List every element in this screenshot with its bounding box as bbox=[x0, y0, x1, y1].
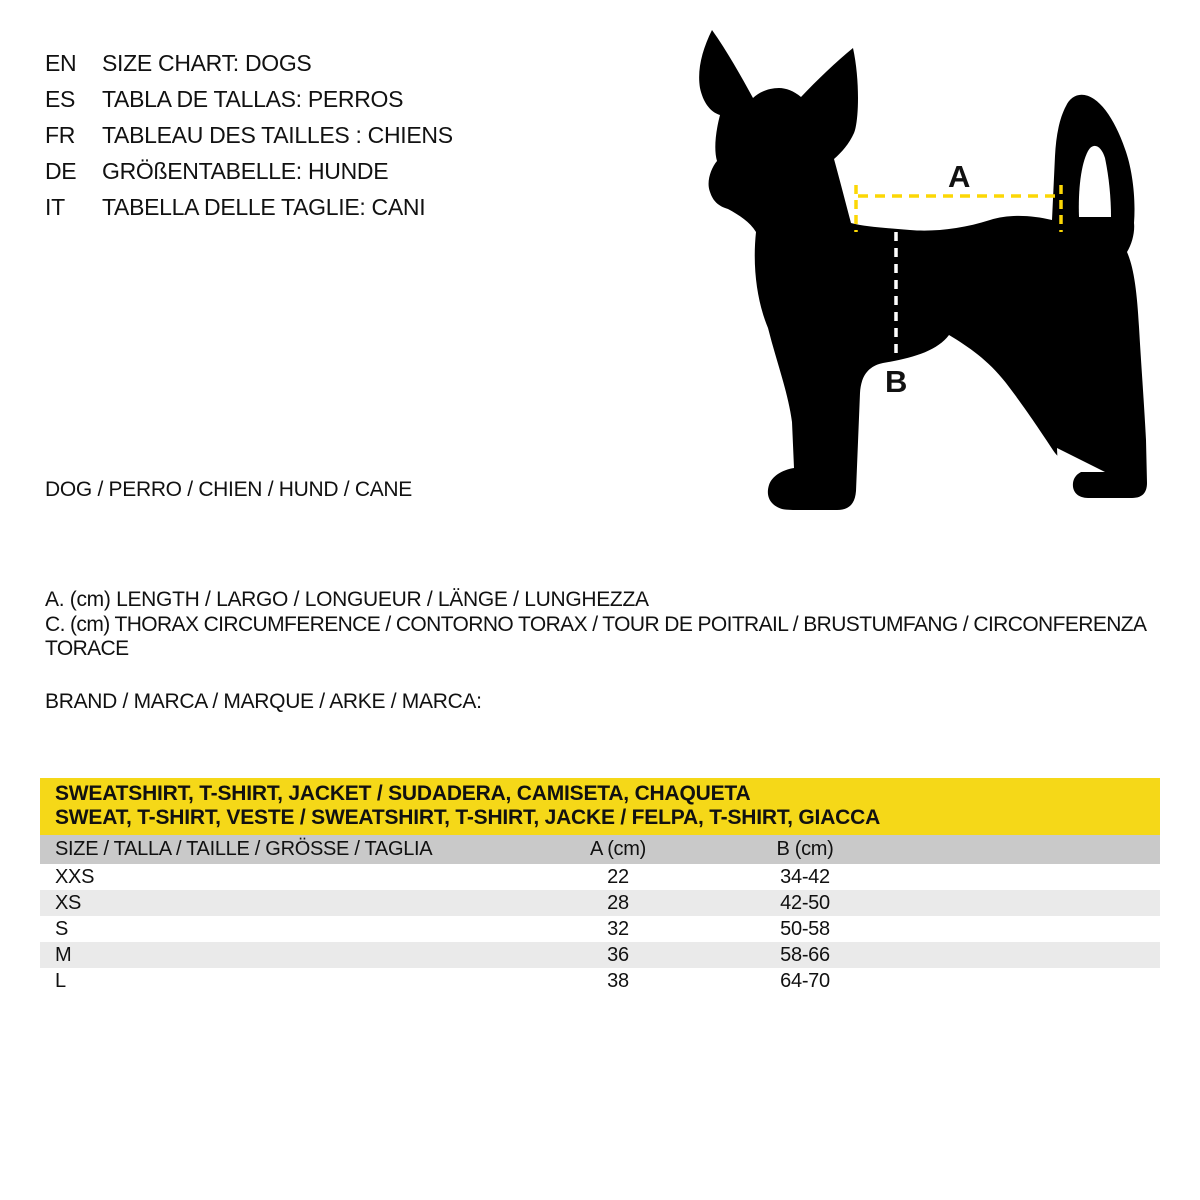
lang-code: EN bbox=[45, 49, 77, 76]
lang-row-it bbox=[45, 189, 453, 225]
column-header-a: A (cm) bbox=[590, 838, 646, 860]
table-row bbox=[40, 890, 1160, 916]
b-cell: 50-58 bbox=[780, 918, 830, 940]
b-cell: 42-50 bbox=[780, 892, 830, 914]
a-cell: 28 bbox=[607, 892, 629, 914]
garment-type-banner bbox=[40, 778, 1160, 835]
measurement-a-description: A. (cm) LENGTH / LARGO / LONGUEUR / LÄNGE / LUNGHEZZA bbox=[45, 587, 649, 611]
animal-caption: DOG / PERRO / CHIEN / HUND / CANE bbox=[45, 478, 412, 501]
a-cell: 32 bbox=[607, 918, 629, 940]
a-cell: 22 bbox=[607, 866, 629, 888]
b-cell: 58-66 bbox=[780, 944, 830, 966]
lang-row-es bbox=[45, 81, 453, 117]
size-cell: XXS bbox=[55, 866, 95, 888]
dog-measurement-diagram bbox=[690, 20, 1180, 530]
table-row bbox=[40, 916, 1160, 942]
lang-code: ES bbox=[45, 85, 76, 112]
garment-type-line-1: SWEATSHIRT, T-SHIRT, JACKET / SUDADERA, CAMISETA, CHAQUETA bbox=[55, 782, 751, 805]
dog-body-shape bbox=[699, 30, 1147, 510]
measurement-legend bbox=[45, 581, 1200, 660]
measure-a-label: A bbox=[947, 159, 971, 194]
lang-row-en bbox=[45, 45, 453, 81]
table-row bbox=[40, 864, 1160, 890]
lang-row-fr bbox=[45, 117, 453, 153]
size-cell: S bbox=[55, 918, 69, 940]
measurement-c-description: C. (cm) THORAX CIRCUMFERENCE / CONTORNO TORAX / TOUR DE POITRAIL / BRUSTUMFANG / CIRCONFERENZA TORACE bbox=[45, 612, 1146, 660]
lang-label: GRÖßENTABELLE: HUNDE bbox=[102, 157, 389, 184]
dog-silhouette-icon bbox=[690, 20, 1180, 530]
a-cell: 36 bbox=[607, 944, 629, 966]
size-cell: L bbox=[55, 970, 66, 992]
table-row bbox=[40, 942, 1160, 968]
size-table bbox=[40, 778, 1160, 994]
lang-label: SIZE CHART: DOGS bbox=[102, 49, 312, 76]
column-header-b: B (cm) bbox=[776, 838, 834, 860]
lang-code: DE bbox=[45, 157, 77, 184]
garment-type-line-2: SWEAT, T-SHIRT, VESTE / SWEATSHIRT, T-SHIRT, JACKE / FELPA, T-SHIRT, GIACCA bbox=[55, 806, 881, 829]
language-title-block bbox=[45, 45, 453, 225]
table-row bbox=[40, 968, 1160, 994]
b-cell: 34-42 bbox=[780, 866, 830, 888]
a-cell: 38 bbox=[607, 970, 629, 992]
lang-label: TABELLA DELLE TAGLIE: CANI bbox=[102, 193, 426, 220]
lang-row-de bbox=[45, 153, 453, 189]
measure-b-label: B bbox=[884, 364, 908, 399]
lang-code: FR bbox=[45, 121, 76, 148]
size-cell: M bbox=[55, 944, 72, 966]
lang-label: TABLEAU DES TAILLES : CHIENS bbox=[102, 121, 453, 148]
table-header-row bbox=[40, 835, 1160, 864]
column-header-size: SIZE / TALLA / TAILLE / GRÖSSE / TAGLIA bbox=[55, 838, 433, 860]
brand-label: BRAND / MARCA / MARQUE / ARKE / MARCA: bbox=[45, 690, 482, 713]
lang-code: IT bbox=[45, 193, 65, 220]
size-cell: XS bbox=[55, 892, 82, 914]
lang-label: TABLA DE TALLAS: PERROS bbox=[102, 85, 404, 112]
b-cell: 64-70 bbox=[780, 970, 830, 992]
